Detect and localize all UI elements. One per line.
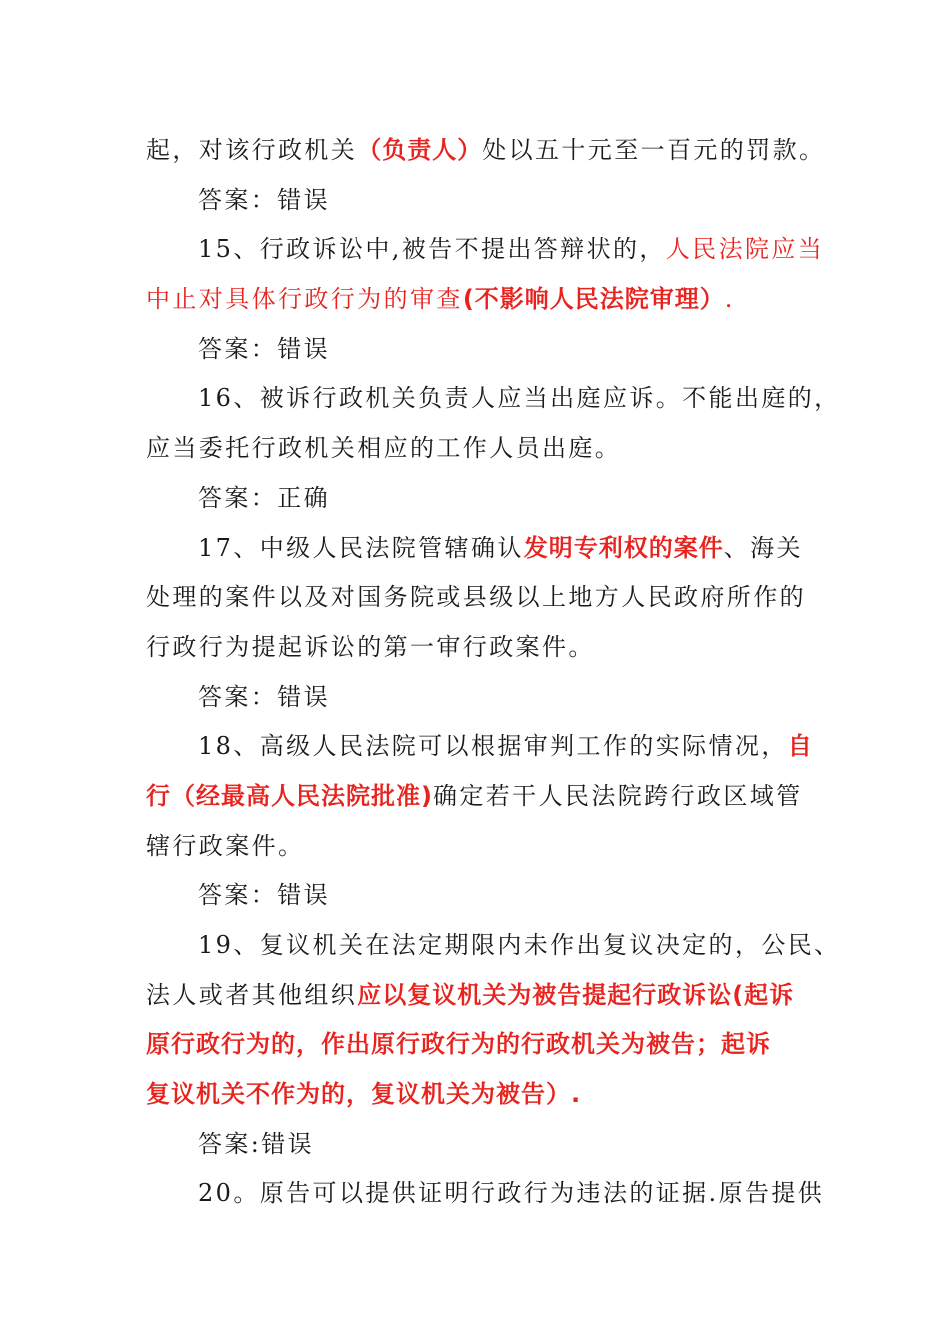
text-line [146, 772, 806, 822]
body-text: 行政行为提起诉讼的第一审行政案件。 [146, 632, 595, 661]
body-text: 17、中级人民法院管辖确认 [198, 533, 524, 562]
body-text: 起，对该行政机关 [146, 136, 358, 164]
document-page [146, 126, 841, 1219]
text-line [146, 275, 806, 325]
text-line [146, 225, 825, 275]
body-text: 答案：错误 [198, 682, 330, 711]
text-line [146, 971, 806, 1021]
text-line [146, 822, 806, 872]
text-line [146, 325, 806, 375]
text-line [146, 1169, 825, 1219]
body-text: 辖行政案件。 [146, 831, 305, 860]
text-line [146, 474, 806, 524]
text-line [146, 1120, 806, 1170]
body-text: 16、被诉行政机关负责人应当出庭应诉。不能出庭的， [198, 384, 841, 413]
text-line [146, 871, 806, 921]
text-line [146, 921, 841, 971]
text-line [146, 673, 806, 723]
body-text: 处以五十元至一百元的罚款。 [482, 136, 826, 164]
text-line [146, 424, 806, 474]
body-text: 答案：错误 [198, 881, 330, 910]
highlighted-text: 中止对具体行政行为的审查 [146, 285, 463, 314]
text-line [146, 623, 806, 673]
highlighted-text: 行（经最高人民法院批准) [146, 781, 433, 810]
highlighted-text: 人民法院应当 [665, 235, 825, 264]
highlighted-text: 原行政行为的，作出原行政行为的行政机关为被告；起诉 [146, 1030, 771, 1059]
highlighted-text: . [724, 285, 735, 314]
text-line [146, 126, 826, 176]
text-line [146, 524, 806, 574]
highlighted-text: 自 [787, 732, 813, 761]
highlighted-text: 复议机关不作为的，复议机关为被告）. [146, 1080, 582, 1109]
highlighted-text: 应以复议机关为被告提起行政诉讼(起诉 [357, 980, 795, 1009]
text-line [146, 176, 806, 226]
text-line [146, 1020, 806, 1070]
body-text: 答案:错误 [198, 1129, 315, 1158]
body-text: 法人或者其他组织 [146, 980, 358, 1009]
highlighted-text: （负责人） [357, 136, 483, 164]
body-text: 确定若干人民法院跨行政区域管 [432, 781, 803, 810]
text-line [146, 374, 841, 424]
body-text: 答案：错误 [198, 334, 330, 363]
highlighted-text: (不影响人民法院审理） [462, 285, 725, 314]
text-line [146, 573, 806, 623]
highlighted-text: 发明专利权的案件 [523, 533, 724, 562]
body-text: 处理的案件以及对国务院或县级以上地方人民政府所作的 [146, 583, 806, 612]
body-text: 答案：正确 [198, 483, 330, 512]
body-text: 18、高级人民法院可以根据审判工作的实际情况， [198, 732, 788, 761]
body-text: 15、行政诉讼中,被告不提出答辩状的， [198, 235, 666, 264]
text-line [146, 1070, 806, 1120]
body-text: 20。原告可以提供证明行政行为违法的证据.原告提供 [198, 1179, 825, 1208]
body-text: 应当委托行政机关相应的工作人员出庭。 [146, 434, 622, 463]
body-text: 、海关 [723, 533, 803, 562]
text-line [146, 722, 813, 772]
body-text: 19、复议机关在法定期限内未作出复议决定的，公民、 [198, 931, 841, 959]
body-text: 答案：错误 [198, 185, 330, 214]
